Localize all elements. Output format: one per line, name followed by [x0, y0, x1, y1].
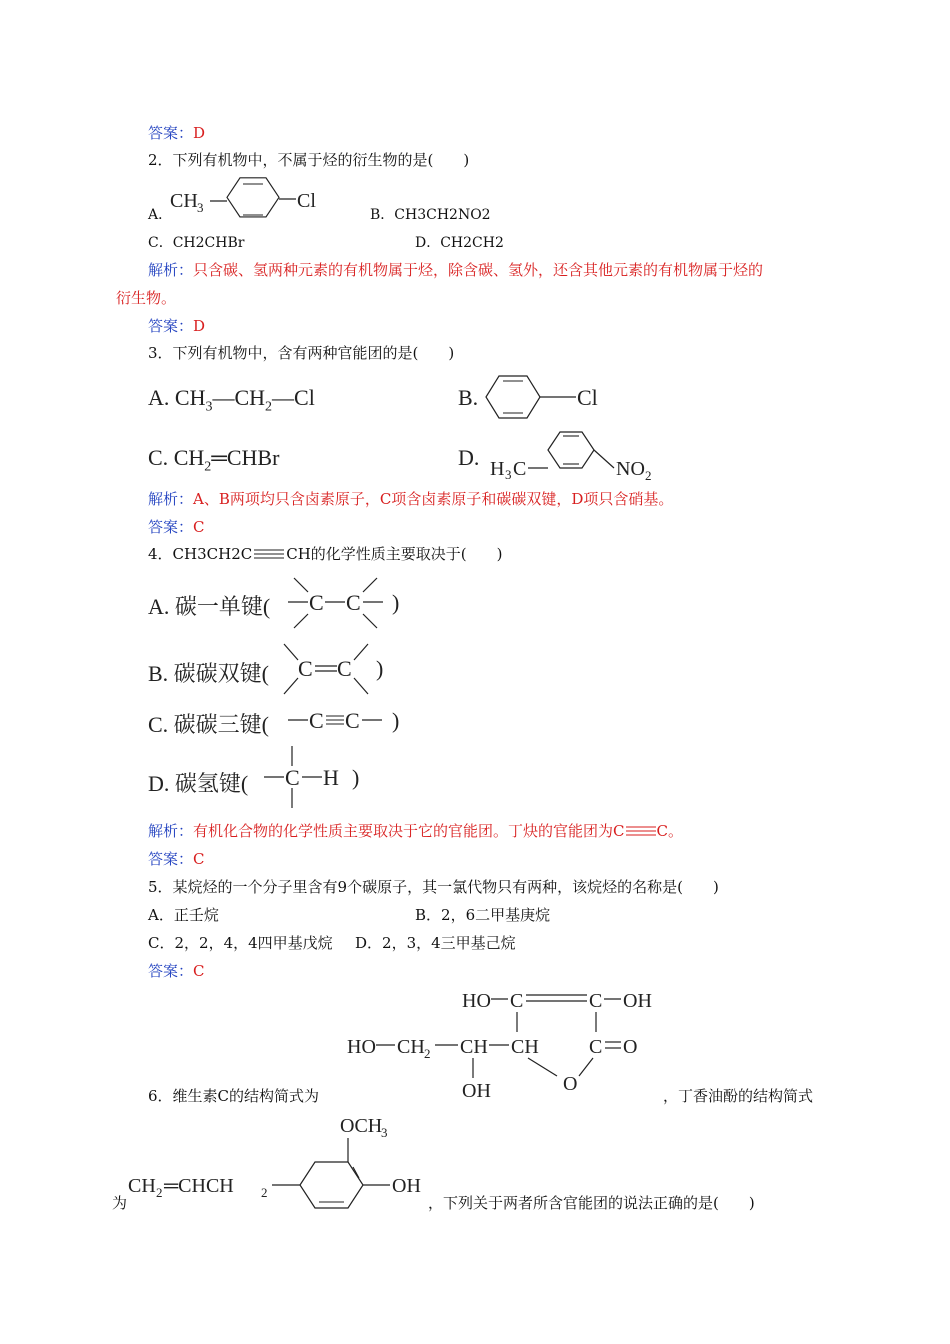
- q4-answer: 答案：C: [148, 850, 205, 868]
- svg-text:2: 2: [156, 1185, 163, 1200]
- q2-option-a-letter: A．: [148, 207, 173, 223]
- q4-option-b-structure: [280, 640, 390, 698]
- svg-text:3: 3: [505, 467, 512, 482]
- svg-text:): ): [392, 590, 400, 615]
- svg-text:CH: CH: [511, 1036, 539, 1058]
- q6-eugenol-structure: [128, 1110, 438, 1220]
- svg-text:C: C: [337, 656, 352, 681]
- svg-text:OCH: OCH: [340, 1115, 383, 1137]
- q5-stem: 5．某烷烃的一个分子里含有9个碳原子，其一氯代物只有两种，该烷烃的名称是( ): [148, 878, 719, 896]
- svg-text:H: H: [323, 765, 339, 790]
- svg-text:C: C: [309, 708, 324, 733]
- q6-stem-part-1: 6．维生素C的结构简式为: [148, 1087, 320, 1105]
- q3-stem: 3．下列有机物中，含有两种官能团的是( ): [148, 344, 455, 362]
- svg-text:3: 3: [197, 200, 204, 215]
- svg-text:C: C: [298, 656, 313, 681]
- q4-option-c-structure: [284, 702, 404, 738]
- svg-text:NO: NO: [616, 458, 645, 480]
- svg-text:CH: CH: [460, 1036, 488, 1058]
- q3-option-c: C. $CH_2═CHBr$: [148, 445, 280, 475]
- svg-text:): ): [352, 765, 360, 790]
- svg-text:C: C: [345, 708, 360, 733]
- svg-text:═CHCH: ═CHCH: [164, 1175, 234, 1197]
- q5-option-d: D．2，3，4三甲基己烷: [355, 934, 516, 952]
- svg-text:CH: CH: [128, 1175, 156, 1197]
- svg-text:O: O: [623, 1036, 638, 1058]
- svg-text:HO: HO: [462, 990, 491, 1012]
- svg-text:OH: OH: [623, 990, 652, 1012]
- svg-text:2: 2: [424, 1046, 431, 1061]
- q2-option-a-structure: [170, 178, 330, 220]
- svg-text:): ): [392, 708, 400, 733]
- svg-text:Cl: Cl: [297, 190, 316, 212]
- q5-answer: 答案：C: [148, 962, 205, 980]
- q2-stem: 2．下列有机物中，不属于烃的衍生物的是( ): [148, 151, 470, 169]
- q4-option-c-label: C. 碳碳三键(: [148, 712, 270, 737]
- svg-text:C: C: [309, 590, 324, 615]
- triple-bond-icon: [625, 824, 657, 838]
- q2-answer: 答案：D: [148, 317, 206, 335]
- q6-vitamin-c-structure: [345, 984, 675, 1104]
- svg-text:): ): [376, 656, 384, 681]
- svg-text:C: C: [346, 590, 361, 615]
- svg-text:H: H: [490, 458, 505, 480]
- q3-analysis: 解析：A、B两项均只含卤素原子，C项含卤素原子和碳碳双键，D项只含硝基。: [148, 490, 674, 508]
- svg-text:CH: CH: [170, 190, 198, 212]
- q3-option-d-letter: D.: [458, 445, 480, 470]
- svg-text:HO: HO: [347, 1036, 376, 1058]
- q2-option-c: C．CH2CHBr: [148, 235, 245, 251]
- q3-option-d-structure: [490, 430, 670, 482]
- q5-option-c: C．2，2，4，4四甲基戊烷: [148, 934, 333, 952]
- q4-option-b-label: B. 碳碳双键(: [148, 661, 270, 686]
- q2-analysis-continued: 衍生物。: [116, 289, 177, 307]
- q4-stem: 4．CH3CH2C CH的化学性质主要取决于( ): [148, 545, 503, 563]
- svg-text:C: C: [285, 765, 300, 790]
- q3-option-b-structure: [484, 374, 604, 420]
- svg-text:Cl: Cl: [577, 385, 598, 410]
- q2-option-d: D．CH2CH2: [415, 235, 504, 251]
- triple-bond-icon: [252, 547, 286, 561]
- q2-option-b: B．CH3CH2NO2: [370, 207, 491, 223]
- q6-stem-part-4: ，下列关于两者所含官能团的说法正确的是( ): [428, 1194, 755, 1212]
- svg-text:2: 2: [645, 468, 652, 483]
- svg-text:C: C: [589, 990, 603, 1012]
- svg-text:C: C: [589, 1036, 603, 1058]
- q3-answer: 答案：C: [148, 518, 205, 536]
- q4-option-a-structure: [284, 574, 404, 632]
- q5-option-a: A．正壬烷: [148, 906, 219, 924]
- q6-stem-part-3: 为: [112, 1194, 128, 1212]
- q4-analysis: 解析：有机化合物的化学性质主要取决于它的官能团。丁炔的官能团为C C。: [148, 822, 683, 840]
- svg-text:OH: OH: [392, 1175, 421, 1197]
- svg-text:OH: OH: [462, 1080, 491, 1102]
- q6-stem-part-2: ，丁香油酚的结构简式: [663, 1087, 814, 1105]
- svg-text:C: C: [510, 990, 524, 1012]
- q2-analysis: 解析：只含碳、氢两种元素的有机物属于烃，除含碳、氢外，还含其他元素的有机物属于烃的: [148, 261, 764, 279]
- svg-text:CH: CH: [397, 1036, 425, 1058]
- q5-option-b: B．2，6二甲基庚烷: [415, 906, 551, 924]
- svg-text:3: 3: [381, 1125, 388, 1140]
- q3-option-a: A. $CH_3—CH_2—Cl$: [148, 385, 315, 415]
- svg-text:O: O: [563, 1073, 578, 1095]
- svg-text:C: C: [513, 458, 527, 480]
- svg-text:2: 2: [261, 1185, 268, 1200]
- q4-option-d-structure: [260, 744, 370, 810]
- q4-option-a-label: A. 碳一单键(: [148, 594, 271, 619]
- q3-option-b-letter: B.: [458, 385, 479, 410]
- q4-option-d-label: D. 碳氢键(: [148, 771, 249, 796]
- q1-answer: 答案：D: [148, 124, 206, 142]
